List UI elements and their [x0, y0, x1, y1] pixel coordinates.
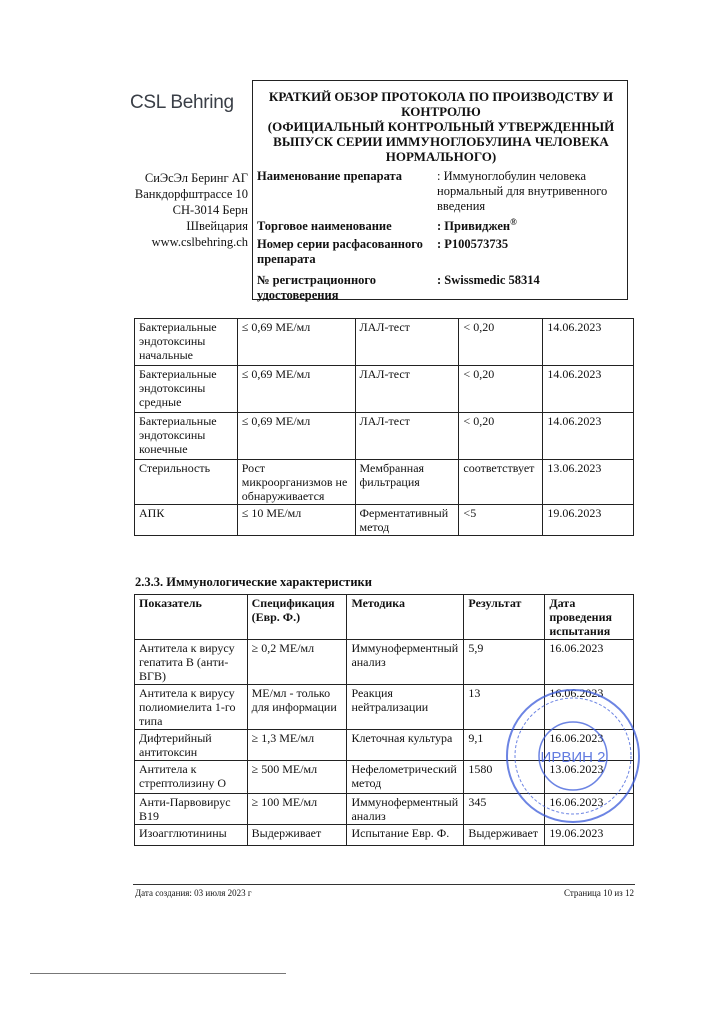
table-cell: ≤ 10 МЕ/мл	[237, 505, 355, 536]
section-title: 2.3.3. Иммунологические характеристики	[135, 575, 372, 589]
field-value	[437, 215, 517, 234]
address-line: СиЭсЭл Беринг АГ	[144, 171, 248, 185]
table-row	[135, 319, 634, 366]
table-cell: 345	[464, 794, 545, 825]
table-cell: Антитела к стрептолизину О	[135, 761, 248, 794]
field-product-name	[257, 169, 402, 184]
table-cell: ЛАЛ-тест	[355, 366, 459, 413]
table-cell: < 0,20	[459, 366, 543, 413]
title-line: КРАТКИЙ ОБЗОР ПРОТОКОЛА ПО ПРОИЗВОДСТВУ И	[268, 89, 614, 104]
header-cell: Спецификация (Евр. Ф.)	[247, 595, 347, 640]
table-cell: Рост микроорганизмов не обнаруживается	[237, 460, 355, 505]
table-cell: 5,9	[464, 640, 545, 685]
table-cell: Антитела к вирусу гепатита В (анти-ВГВ)	[135, 640, 248, 685]
table-cell: Стерильность	[135, 460, 238, 505]
trade-name-value: : Привиджен	[437, 219, 511, 234]
stamp-text: ИРВИН 2	[540, 749, 606, 766]
quality-table	[134, 318, 634, 536]
company-logo: CSL Behring	[130, 92, 234, 113]
table-cell: ≥ 500 МЕ/мл	[247, 761, 347, 794]
table-cell: Выдерживает	[247, 825, 347, 846]
footer-page-number: Страница 10 из 12	[564, 888, 634, 898]
table-cell: ≤ 0,69 МЕ/мл	[237, 366, 355, 413]
table-row	[135, 640, 634, 685]
table-cell: 14.06.2023	[543, 366, 634, 413]
table-cell: Мембранная фильтрация	[355, 460, 459, 505]
title-line: НОРМАЛЬНОГО)	[385, 149, 497, 164]
field-label: Наименование препарата	[257, 169, 403, 183]
header-cell: Показатель	[135, 595, 248, 640]
table-cell: Ферментативный метод	[355, 505, 459, 536]
table-cell: 16.06.2023	[545, 794, 634, 825]
address-line: СН-3014 Берн	[172, 203, 248, 217]
header-cell: Результат	[464, 595, 545, 640]
field-label: № регистрационного удостоверения	[257, 273, 377, 302]
address-line: Швейцария	[186, 219, 248, 233]
table-cell: 14.06.2023	[543, 413, 634, 460]
title-line: (ОФИЦИАЛЬНЫЙ КОНТРОЛЬНЫЙ УТВЕРЖДЕННЫЙ	[267, 119, 615, 134]
table-cell: 16.06.2023	[545, 730, 634, 761]
table-cell: Бактериальные эндотоксины начальные	[135, 319, 238, 366]
company-address	[120, 170, 248, 250]
field-value: : P100573735	[437, 237, 509, 251]
table-cell: ≥ 0,2 МЕ/мл	[247, 640, 347, 685]
table-cell: Иммуноферментный анализ	[347, 794, 464, 825]
table-row	[135, 413, 634, 460]
field-batch-number	[257, 237, 437, 267]
table-cell: 16.06.2023	[545, 685, 634, 730]
table-cell: 19.06.2023	[545, 825, 634, 846]
document-header-box	[252, 80, 628, 300]
table-cell: 13	[464, 685, 545, 730]
table-cell: 14.06.2023	[543, 319, 634, 366]
table-cell: < 0,20	[459, 413, 543, 460]
table-cell: ≥ 100 МЕ/мл	[247, 794, 347, 825]
table-cell: 16.06.2023	[545, 640, 634, 685]
table-cell: ЛАЛ-тест	[355, 413, 459, 460]
address-website: www.cslbehring.ch	[151, 235, 248, 249]
header-cell: Дата проведения испытания	[545, 595, 634, 640]
table-cell: Клеточная культура	[347, 730, 464, 761]
document-title	[261, 89, 621, 164]
footer-created-date: Дата создания: 03 июля 2023 г	[135, 888, 252, 898]
header-cell: Методика	[347, 595, 464, 640]
table-row	[135, 460, 634, 505]
table-cell: ≤ 0,69 МЕ/мл	[237, 319, 355, 366]
field-value: : Иммуноглобулин человека нормальный для внутривенного введения	[437, 169, 608, 213]
table-cell: АПК	[135, 505, 238, 536]
table-cell: Реакция нейтрализации	[347, 685, 464, 730]
table-cell: Нефелометрический метод	[347, 761, 464, 794]
field-registration	[257, 273, 437, 303]
table-cell: Испытание Евр. Ф.	[347, 825, 464, 846]
field-label: Торговое наименование	[257, 219, 392, 233]
table-cell: ≥ 1,3 МЕ/мл	[247, 730, 347, 761]
address-line: Ванкдорфштрассе 10	[134, 187, 248, 201]
table-row	[135, 366, 634, 413]
registered-mark: ®	[510, 217, 517, 227]
table-cell: соответствует	[459, 460, 543, 505]
table-cell: Изоагглютинины	[135, 825, 248, 846]
table-cell: Бактериальные эндотоксины конечные	[135, 413, 238, 460]
footer-divider	[133, 884, 635, 885]
table-row	[135, 505, 634, 536]
table-cell: Иммуноферментный анализ	[347, 640, 464, 685]
table-cell: Выдерживает	[464, 825, 545, 846]
table-cell: 9,1	[464, 730, 545, 761]
table-cell: ЛАЛ-тест	[355, 319, 459, 366]
field-label: Номер серии расфасованного препарата	[257, 237, 423, 266]
bottom-rule	[30, 973, 286, 974]
table-cell: 13.06.2023	[545, 761, 634, 794]
table-cell: МЕ/мл - только для информации	[247, 685, 347, 730]
title-line: ВЫПУСК СЕРИИ ИММУНОГЛОБУЛИНА ЧЕЛОВЕКА	[273, 134, 609, 149]
title-line: КОНТРОЛЮ	[401, 104, 481, 119]
table-cell: 13.06.2023	[543, 460, 634, 505]
table-cell: 1580	[464, 761, 545, 794]
table-cell: Антитела к вирусу полиомиелита 1-го типа	[135, 685, 248, 730]
table-cell: Дифтерийный антитоксин	[135, 730, 248, 761]
table-cell: Бактериальные эндотоксины средные	[135, 366, 238, 413]
table-cell: <5	[459, 505, 543, 536]
table-cell: ≤ 0,69 МЕ/мл	[237, 413, 355, 460]
field-trade-name	[257, 219, 392, 234]
table-cell: Анти-Парвовирус B19	[135, 794, 248, 825]
table-row	[135, 825, 634, 846]
field-value: : Swissmedic 58314	[437, 273, 540, 287]
table-header-row	[135, 595, 634, 640]
official-stamp	[503, 686, 643, 826]
table-cell: 19.06.2023	[543, 505, 634, 536]
table-cell: < 0,20	[459, 319, 543, 366]
